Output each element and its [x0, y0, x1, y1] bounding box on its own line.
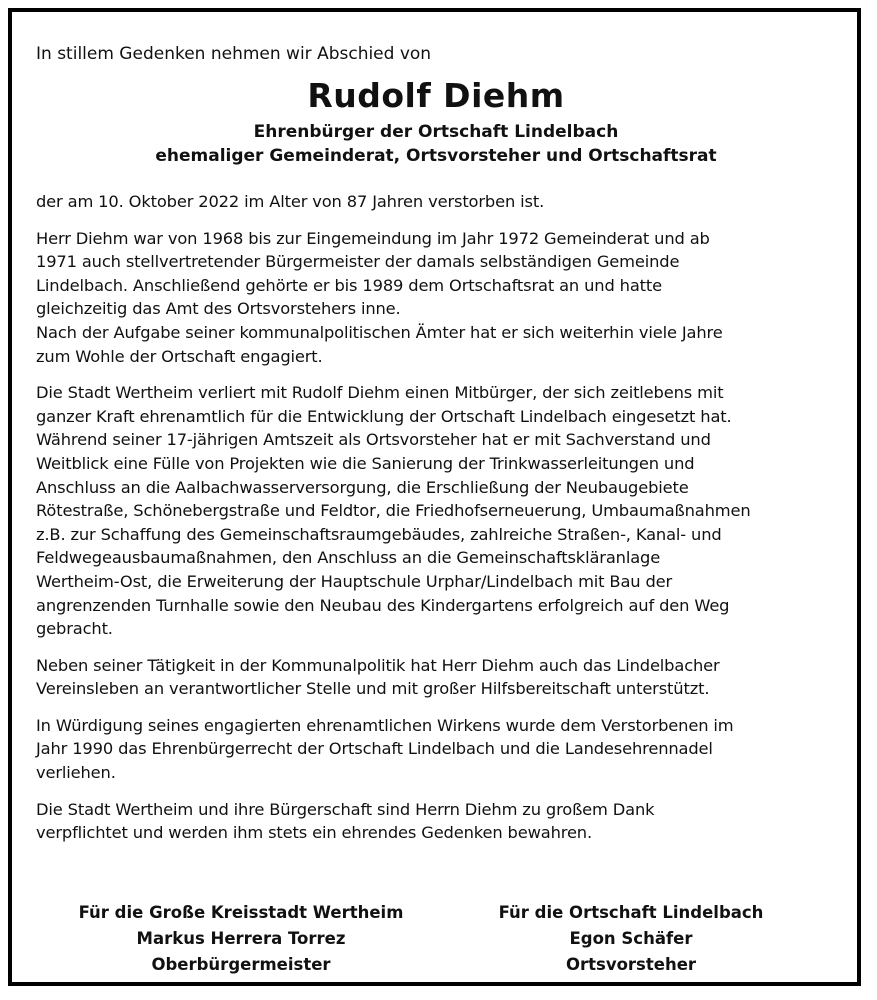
notice-frame: [8, 8, 861, 986]
signature-left: [46, 900, 436, 978]
paragraph-line: In Würdigung seines engagierten ehrenamtlichen Wirkens wurde dem Verstorbenen im: [36, 715, 734, 735]
paragraph-line: angrenzenden Turnhalle sowie den Neubau des Kindergartens erfolgreich auf den Weg: [36, 595, 730, 615]
paragraph-line: z.B. zur Schaffung des Gemeinschaftsraumgebäudes, zahlreiche Straßen-, Kanal- und: [36, 524, 722, 544]
paragraph-line: Nach der Aufgabe seiner kommunalpolitischen Ämter hat er sich weiterhin viele Jahre: [36, 322, 723, 342]
signature-right: [481, 900, 781, 978]
paragraph-line: Feldwegeausbaumaßnahmen, den Anschluss an die Gemeinschaftskläranlage: [36, 548, 661, 568]
signature-role: Oberbürgermeister: [151, 955, 331, 974]
intro-text: In stillem Gedenken nehmen wir Abschied von: [36, 44, 432, 64]
deceased-name: Rudolf Diehm: [307, 76, 565, 115]
paragraph-line: Herr Diehm war von 1968 bis zur Eingemeindung im Jahr 1972 Gemeinderat und ab: [36, 228, 710, 248]
signature-block: [36, 900, 836, 978]
paragraph-line: Während seiner 17-jährigen Amtszeit als Ortsvorsteher hat er mit Sachverstand und: [36, 430, 711, 450]
paragraph-line: gleichzeitig das Amt des Ortsvorstehers inne.: [36, 299, 401, 319]
paragraph-honors: [36, 714, 836, 785]
paragraph-line: Jahr 1990 das Ehrenbürgerrecht der Ortschaft Lindelbach und die Landesehrennadel: [36, 739, 713, 759]
paragraph-line: zum Wohle der Ortschaft engagiert.: [36, 346, 323, 366]
paragraph-line: Die Stadt Wertheim und ihre Bürgerschaft sind Herrn Diehm zu großem Dank: [36, 799, 655, 819]
paragraph-line: verpflichtet und werden ihm stets ein ehrendes Gedenken bewahren.: [36, 823, 592, 843]
paragraph-gratitude: [36, 798, 836, 845]
signature-org: Für die Große Kreisstadt Wertheim: [78, 903, 404, 922]
signature-role: Ortsvorsteher: [565, 955, 697, 974]
title-line-1: Ehrenbürger der Ortschaft Lindelbach: [253, 122, 619, 142]
signature-person: Egon Schäfer: [569, 929, 693, 948]
paragraph-line: Lindelbach. Anschließend gehörte er bis 1989 dem Ortschaftsrat an und hatte: [36, 275, 663, 295]
paragraph-line: Wertheim-Ost, die Erweiterung der Hauptschule Urphar/Lindelbach mit Bau der: [36, 571, 673, 591]
paragraph-line: ganzer Kraft ehrenamtlich für die Entwicklung der Ortschaft Lindelbach eingesetzt hat.: [36, 406, 732, 426]
title-line-2: ehemaliger Gemeinderat, Ortsvorsteher und Ortschaftsrat: [155, 146, 717, 166]
paragraph-line: gebracht.: [36, 619, 113, 639]
paragraph-line: 1971 auch stellvertretender Bürgermeister der damals selbständigen Gemeinde: [36, 252, 680, 272]
paragraph-line: verliehen.: [36, 763, 116, 783]
paragraph-line: Die Stadt Wertheim verliert mit Rudolf Diehm einen Mitbürger, der sich zeitlebens mit: [36, 383, 724, 403]
paragraph-career: [36, 227, 836, 369]
died-line: der am 10. Oktober 2022 im Alter von 87 Jahren verstorben ist.: [36, 192, 545, 211]
paragraph-clubs: [36, 654, 836, 701]
signature-org: Für die Ortschaft Lindelbach: [498, 903, 764, 922]
paragraph-line: Weitblick eine Fülle von Projekten wie die Sanierung der Trinkwasserleitungen und: [36, 453, 695, 473]
paragraph-achievements: [36, 381, 836, 641]
signature-person: Markus Herrera Torrez: [136, 929, 346, 948]
notice-content: [36, 42, 836, 974]
paragraph-line: Rötestraße, Schönebergstraße und Feldtor, die Friedhofserneuerung, Umbaumaßnahmen: [36, 501, 751, 521]
paragraph-line: Vereinsleben an verantwortlicher Stelle und mit großer Hilfsbereitschaft unterstützt.: [36, 679, 710, 699]
paragraph-line: Anschluss an die Aalbachwasserversorgung, die Erschließung der Neubaugebiete: [36, 477, 689, 497]
paragraph-line: Neben seiner Tätigkeit in der Kommunalpolitik hat Herr Diehm auch das Lindelbacher: [36, 655, 720, 675]
